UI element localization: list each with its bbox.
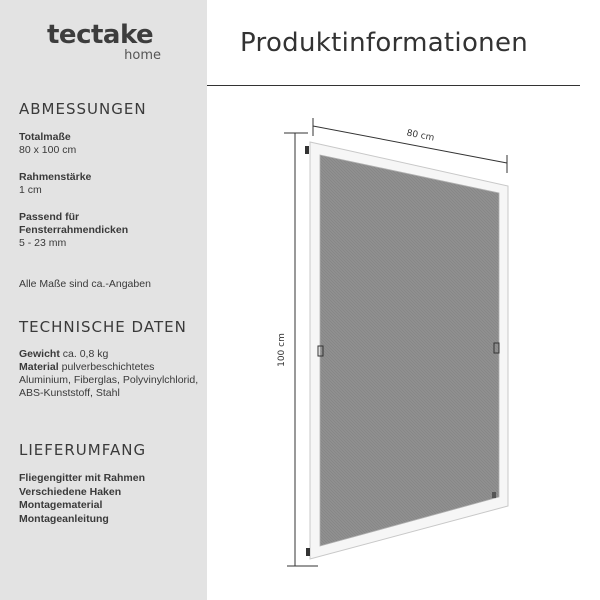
dimensions-heading: ABMESSUNGEN [19,100,147,118]
title-divider [207,85,580,86]
brand-name: tectake [47,20,154,50]
bottom-right-clip [492,492,496,498]
dimensions-note: Alle Maße sind ca.-Angaben [19,278,151,290]
list-item: Montagematerial [19,499,103,511]
bottom-clip [306,548,310,556]
spec-label: Passend für Fensterrahmendicken [19,211,129,236]
weight-label: Gewicht [19,348,60,360]
spec-value: 80 x 100 cm [19,144,77,156]
technical-heading: TECHNISCHE DATEN [19,318,187,336]
spec-label: Totalmaße [19,131,71,143]
spec-window-frame-fit [19,211,149,250]
list-item: Fliegengitter mit Rahmen [19,472,146,484]
list-item: Verschiedene Haken [19,485,122,498]
spec-frame-thickness [19,171,199,197]
brand-sub: home [124,48,161,63]
scope-list [19,472,145,526]
spec-value: 1 cm [19,184,42,196]
weight-row [19,348,199,361]
material-label: Material [19,361,59,373]
page-title: Produktinformationen [240,28,529,58]
scope-heading: LIEFERUMFANG [19,441,147,459]
weight-value: ca. 0,8 kg [62,348,109,360]
spec-total-size [19,131,199,157]
material-value: pulverbeschichtetes Aluminium, Fiberglas, Polyvinylchlorid, ABS-Kunststoff, Stahl [19,361,199,399]
brand-logo [47,20,167,63]
height-label: 100 cm [277,333,287,367]
corner-clip [305,146,309,154]
width-label: 80 cm [405,128,436,144]
product-diagram [270,110,530,580]
screen-mesh [320,155,499,546]
technical-data [19,348,199,400]
spec-value: 5 - 23 mm [19,237,67,249]
material-row [19,361,199,400]
list-item: Montageanleitung [19,512,109,525]
spec-label: Rahmenstärke [19,171,92,183]
fly-screen [305,142,508,559]
